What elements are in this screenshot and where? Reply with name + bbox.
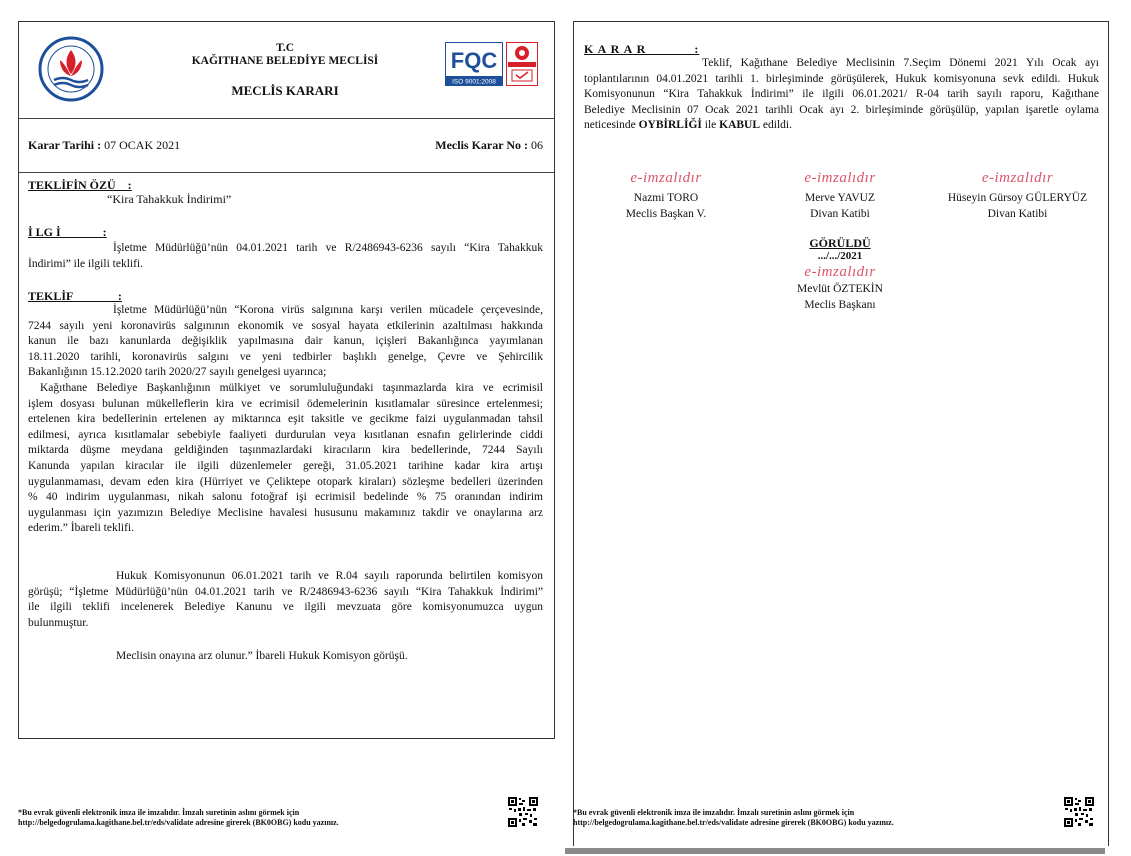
teklif-body (28, 303, 543, 537)
svg-text:FQC: FQC (450, 48, 498, 73)
teklif-line: uygulanması için yazımızın Belediye Meclisine havalesi hususunu makamınız takdir ve onaylarına arz (28, 506, 543, 519)
karar-text: edildi. (760, 119, 792, 132)
footer-line-2: http://belgedogrulama.kagithane.bel.tr/eds/validate adresine girerek (BK0OBG) kodu yazınız. (18, 818, 339, 827)
teklif-line: ederim.” İbareli teklifi. (28, 522, 135, 535)
decision-date (28, 137, 180, 153)
right-page-top-border (573, 21, 1108, 22)
decision-number (435, 137, 543, 153)
signer-name: Merve YAVUZ (805, 192, 875, 204)
right-page-right-border (1108, 21, 1109, 846)
karar-heading: K A R A R : (584, 42, 700, 56)
teklif-line: kanun ile bazı kanunlarda değişiklik yapılmasına dair kanun, içişleri Bakanlığınca yayımlanan (28, 335, 543, 348)
hukuk-line: ile ilgili teklifi incelenerek Belediye Kanunu ve ilgili mevzuata göre komisyonumuzca uygun (28, 601, 543, 614)
meta-divider (18, 172, 554, 173)
turkak-accreditation-logo (506, 42, 538, 86)
header-doc-type: MECLİS KARARI (231, 83, 339, 98)
signer-name: Hüseyin Gürsoy GÜLERYÜZ (947, 192, 1088, 204)
e-signature-stamp: e-imzalıdır (981, 170, 1054, 186)
signature-block (596, 170, 736, 222)
hukuk-closing: Meclisin onayına arz olunur.” İbareli Hukuk Komisyon görüşü. (116, 650, 408, 662)
karar-last-line (584, 118, 1099, 134)
teklif-line: miktarda düşme meydana geldiğinden taşınmazlardaki kiracıların kira bedellerinde, 7244 Sayılı (28, 444, 543, 457)
teklif-line: uygulanmaması, devam eden kira (Hürriyet ve Çeliktepe otopark kiraları) sözleşme bedelleri üzerinden (28, 475, 543, 488)
karar-line: Belediye Meclisinin 07 Ocak 2021 tarihli Ocak ayı 2. birleşiminde görüşülüp, yapılan işaretle oylama (584, 103, 1099, 116)
teklif-line: edilmesi, ayrıca kısıtlamalar sebebiyle faaliyeti durdurulan veya kısıtlanan esnafın gelirlerinde ciddi (28, 428, 543, 441)
horizontal-scrollbar[interactable] (565, 848, 1105, 854)
signer-title: Meclis Başkanı (804, 298, 876, 311)
footer-line-2: http://belgedogrulama.kagithane.bel.tr/eds/validate adresine girerek (BK0OBG) kodu yazınız. (573, 818, 894, 827)
footer-line-1: *Bu evrak güvenli elektronik imza ile imzalıdır. İmzalı suretinin aslını görmek için (18, 808, 300, 817)
signature-block (770, 170, 910, 222)
ilgi-heading: İ LG İ : (28, 225, 107, 239)
header-institution: KAĞITHANE BELEDİYE MECLİSİ (191, 55, 379, 67)
teklif-heading: TEKLİF : (28, 289, 122, 303)
svg-text:ISO 9001:2008: ISO 9001:2008 (452, 78, 496, 86)
fqc-certificate-logo (445, 42, 503, 86)
qr-code[interactable] (1064, 797, 1092, 827)
goruldu-date: .../.../2021 (817, 250, 863, 262)
teklif-line: 7244 sayılı yeni koronavirüs salgınının ekonomik ve sosyal hayata etkilerinin azaltılması hakkında (28, 319, 543, 332)
teklif-line: 18.11.2020 tarihli, koronavirüs salgını ve yeni tedbirler başlıklı genelge, Çevre ve Şehircilik (28, 350, 543, 363)
signer-name: Nazmi TORO (633, 192, 699, 204)
teklif-line: Kanunda yapılan kiracılar ile ilgili düzenlemeler gereği, 31.05.2021 tarihine kadar kira artışı (28, 459, 543, 472)
teklifin-ozu-text: “Kira Tahakkuk İndirimi” (107, 192, 232, 206)
oybirligi-text: OYBİRLİĞİ (638, 119, 702, 132)
goruldu-block (762, 236, 918, 313)
e-signature-stamp: e-imzalıdır (630, 170, 702, 186)
ilgi-line: İşletme Müdürlüğü’nün 04.01.2021 tarih ve R/2486943-6236 sayılı “Kira Tahakkuk (113, 242, 543, 254)
date-value: 07 OCAK 2021 (104, 138, 181, 152)
kagithane-logo (38, 36, 104, 102)
teklif-line: İşletme Müdürlüğü’nün “Korona virüs salgınına karşı verilen mücadele çerçevesinde, (113, 304, 543, 316)
right-page-left-border (573, 21, 574, 846)
number-label: Meclis Karar No : (435, 138, 528, 152)
teklif-line: ertelenen kira bedellerinin ertelenen ay miktarınca eşit taksitle ve gecikme faizi uygulanmadan tahsil (28, 413, 543, 426)
karar-body (584, 56, 1099, 134)
signer-name: Mevlüt ÖZTEKİN (797, 283, 883, 295)
left-footer-note (18, 808, 498, 828)
hukuk-komisyon-body (28, 569, 543, 631)
teklifin-ozu-heading: TEKLİFİN ÖZÜ : (28, 178, 132, 192)
number-value: 06 (531, 138, 543, 152)
hukuk-line: Hukuk Komisyonunun 06.01.2021 tarih ve R.04 sayılı raporunda belirtilen komisyon (116, 570, 543, 582)
teklif-line: işlem dosyası bulunan mükelleflerin kira ve ecrimisil ödemelerinin kısıtlamalar süresince ertelenmesi; (28, 397, 543, 410)
karar-text: ile (701, 119, 720, 132)
date-label: Karar Tarihi : (28, 138, 102, 152)
karar-text: neticesinde (584, 119, 639, 132)
signer-title: Divan Katibi (987, 207, 1048, 220)
ilgi-body (28, 241, 543, 272)
teklif-line: Bakanlığının 15.12.2020 tarih 2020/27 sayılı genelgesi uyarınca; (28, 366, 327, 379)
header-divider (18, 118, 554, 119)
e-signature-stamp: e-imzalıdır (804, 264, 876, 280)
signer-title: Meclis Başkan V. (625, 207, 707, 220)
qr-code[interactable] (508, 797, 536, 827)
signer-title: Divan Katibi (810, 207, 870, 220)
footer-line-1: *Bu evrak güvenli elektronik imza ile imzalıdır. İmzalı suretinin aslını görmek için (573, 808, 855, 817)
ilgi-line: İndirimi” ile ilgili teklifi. (28, 257, 143, 270)
teklif-line: % 40 indirim uygulanması, nikah salonu fotoğraf işi ecrimisil bedelinde % 75 oranından indirim (28, 491, 543, 504)
header-tc: T.C (276, 42, 294, 54)
karar-line: Teklif, Kağıthane Belediye Meclisinin 7.Seçim Dönemi 2021 Yılı Ocak ayı (702, 57, 1099, 69)
karar-line: Komisyonunun “Kira Tahakkuk İndirimi” ile ilgili 06.01.2021/ R-04 tarih sayılı raporu, Kağıthane (584, 88, 1099, 101)
goruldu-heading: GÖRÜLDÜ (809, 236, 871, 250)
hukuk-line: görüşü; “İşletme Müdürlüğü’nün 04.01.2021 tarih ve R/2486943-6236 sayılı “Kira Tahakkuk İndirimi” (28, 585, 543, 598)
hukuk-line: bulunmuştur. (28, 616, 89, 629)
kabul-text: KABUL (719, 119, 761, 132)
karar-line: toplantılarının 04.01.2021 tarihli 1. birleşiminde görüşülerek, Hukuk komisyonuna sevk edildi. Hukuk (584, 72, 1099, 85)
teklif-line: Kağıthane Belediye Başkanlığının mülkiyet ve sorumluluğundaki taşınmazlarda kira ve ecrimisil (40, 381, 543, 394)
right-footer-note (573, 808, 1053, 828)
signature-block (935, 170, 1100, 222)
e-signature-stamp: e-imzalıdır (804, 170, 876, 186)
